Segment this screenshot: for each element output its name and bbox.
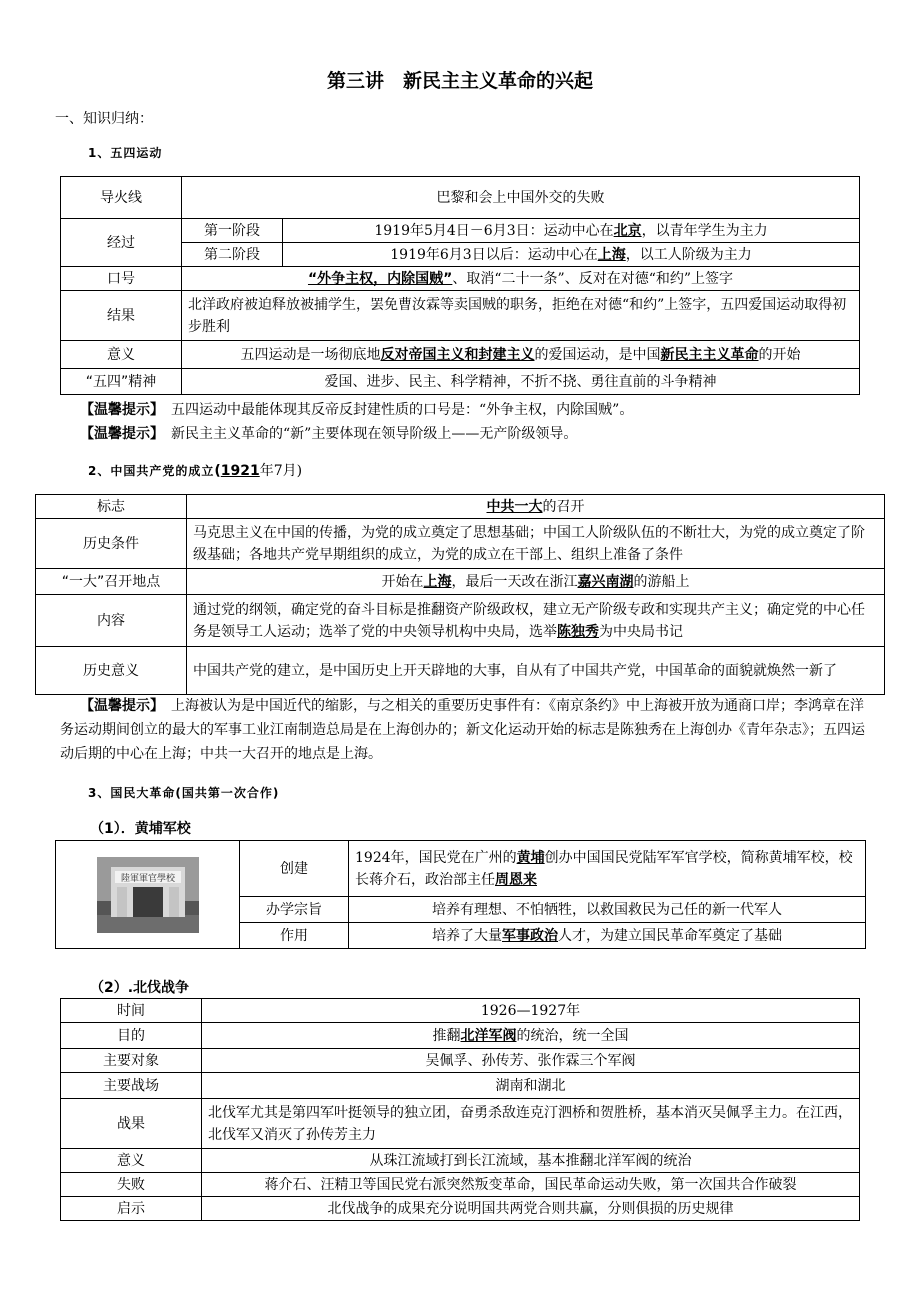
value-founded: 1924年，国民党在广州的黄埔创办中国国民党陆军军官学校，简称黄埔军校，校长蒋介石，政治部主任周恩来 <box>349 841 866 897</box>
northern-expedition-table <box>60 998 860 1221</box>
label-result: 结果 <box>61 291 182 341</box>
value-meaning: 五四运动是一场彻底地反对帝国主义和封建主义的爱国运动，是中国新民主主义革命的开始 <box>182 341 860 369</box>
may-fourth-table <box>60 176 860 395</box>
value-aim: 培养有理想、不怕牺牲，以救国救民为己任的新一代军人 <box>349 897 866 923</box>
huangpu-gate-photo <box>97 857 199 933</box>
photo-sign-text: 陸軍軍官學校 <box>120 873 175 884</box>
label-aim: 办学宗旨 <box>240 897 349 923</box>
value-slogan: “外争主权，内除国贼”、取消“二十一条”、反对在对德“和约”上签字 <box>182 267 860 291</box>
label-slogan: 口号 <box>61 267 182 291</box>
subsection-northern-expedition: （2）.北伐战争 <box>90 980 190 996</box>
page-title: 第三讲 新民主主义革命的兴起 <box>326 70 593 92</box>
label-battlefield: 主要战场 <box>61 1073 202 1099</box>
knowledge-heading: 一、知识归纳： <box>55 111 153 127</box>
tip-2: 【温馨提示】 新民主主义革命的“新”主要体现在领导阶级上——无产阶级领导。 <box>80 426 578 442</box>
value-failure: 蒋介石、汪精卫等国民党右派突然叛变革命，国民革命运动失败，第一次国共合作破裂 <box>202 1173 860 1197</box>
value-conditions: 马克思主义在中国的传播，为党的成立奠定了思想基础；中国工人阶级队伍的不断壮大，为党的成立奠定了阶级基础；各地共产党早期组织的成立，为党的成立在干部上、组织上准备了条件 <box>187 519 885 569</box>
value-target: 吴佩孚、孙传芳、张作霖三个军阀 <box>202 1049 860 1073</box>
label-effect: 作用 <box>240 923 349 949</box>
label-target: 主要对象 <box>61 1049 202 1073</box>
value-result: 北洋政府被迫释放被捕学生，罢免曹汝霖等卖国贼的职务，拒绝在对德“和约”上签字，五四爱国运动取得初步胜利 <box>182 291 860 341</box>
label-founded: 创建 <box>240 841 349 897</box>
value-stage-2: 1919年6月3日以后：运动中心在上海，以工人阶级为主力 <box>283 243 860 267</box>
value-place: 开始在上海，最后一天改在浙江嘉兴南湖的游船上 <box>187 569 885 595</box>
label-lesson: 启示 <box>61 1197 202 1221</box>
label-place: “一大”召开地点 <box>36 569 187 595</box>
label-time: 时间 <box>61 999 202 1023</box>
label-failure: 失败 <box>61 1173 202 1197</box>
label-outcome: 战果 <box>61 1099 202 1149</box>
value-fuse: 巴黎和会上中国外交的失败 <box>182 177 860 219</box>
label-sig: 意义 <box>61 1149 202 1173</box>
value-outcome: 北伐军尤其是第四军叶挺领导的独立团，奋勇杀敌连克汀泗桥和贺胜桥，基本消灭吴佩孚主力。在江西，北伐军又消灭了孙传芳主力 <box>202 1099 860 1149</box>
label-stage-2: 第二阶段 <box>182 243 283 267</box>
value-spirit: 爱国、进步、民主、科学精神，不折不挠、勇往直前的斗争精神 <box>182 369 860 395</box>
value-effect: 培养了大量军事政治人才，为建立国民革命军奠定了基础 <box>349 923 866 949</box>
section-3-heading: 3、国民大革命(国共第一次合作) <box>88 786 280 800</box>
label-significance: 历史意义 <box>36 647 187 695</box>
value-battlefield: 湖南和湖北 <box>202 1073 860 1099</box>
value-sig: 从珠江流域打到长江流域，基本推翻北洋军阀的统治 <box>202 1149 860 1173</box>
label-sign: 标志 <box>36 495 187 519</box>
label-spirit: “五四”精神 <box>61 369 182 395</box>
tip-3: 【温馨提示】 上海被认为是中国近代的缩影，与之相关的重要历史事件有：《南京条约》中上海被开放为通商口岸；李鸿章在洋务运动期间创立的最大的军事工业江南制造总局是在上海创办的；新文化运动开始的标志是陈独秀在上海创办《青年杂志》；五四运动后期的中心在上海；中共一大召开的地点是上海。 <box>60 698 865 762</box>
value-time: 1926—1927年 <box>202 999 860 1023</box>
label-meaning: 意义 <box>61 341 182 369</box>
label-content: 内容 <box>36 595 187 647</box>
huangpu-table <box>55 840 866 949</box>
section-2-heading: 2、中国共产党的成立(1921年7月) <box>88 463 303 479</box>
photo-cell <box>56 841 240 949</box>
value-lesson: 北伐战争的成果充分说明国共两党合则共赢，分则俱损的历史规律 <box>202 1197 860 1221</box>
label-stage-1: 第一阶段 <box>182 219 283 243</box>
label-goal: 目的 <box>61 1023 202 1049</box>
value-goal: 推翻北洋军阀的统治，统一全国 <box>202 1023 860 1049</box>
tip-1: 【温馨提示】 五四运动中最能体现其反帝反封建性质的口号是：“外争主权，内除国贼”。 <box>80 402 634 418</box>
label-conditions: 历史条件 <box>36 519 187 569</box>
label-process: 经过 <box>61 219 182 267</box>
value-content: 通过党的纲领，确定党的奋斗目标是推翻资产阶级政权，建立无产阶级专政和实现共产主义；确定党的中心任务是领导工人运动；选举了党的中央领导机构中央局，选举陈独秀为中央局书记 <box>187 595 885 647</box>
cpc-founding-table <box>35 494 885 695</box>
subsection-huangpu: （1）．黄埔军校 <box>90 821 191 837</box>
value-significance: 中国共产党的建立，是中国历史上开天辟地的大事，自从有了中国共产党，中国革命的面貌就焕然一新了 <box>187 647 885 695</box>
value-sign: 中共一大的召开 <box>187 495 885 519</box>
section-1-heading: 1、五四运动 <box>88 146 163 160</box>
value-stage-1: 1919年5月4日－6月3日：运动中心在北京，以青年学生为主力 <box>283 219 860 243</box>
label-fuse: 导火线 <box>61 177 182 219</box>
